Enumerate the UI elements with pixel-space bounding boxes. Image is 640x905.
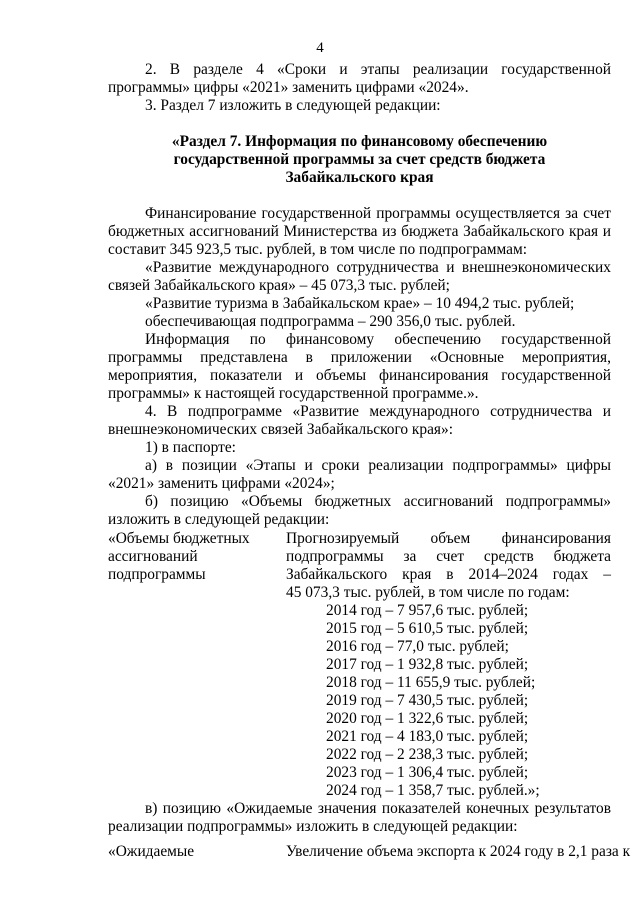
passport-left-line-1: «Объемы бюджетных [108, 530, 250, 547]
passport-right-line-3: Забайкальского края в 2014–2024 годах – [286, 566, 611, 583]
passport-right-line-4: 45 073,3 тыс. рублей, в том числе по годам: [286, 584, 570, 601]
body-line-13: внешнеэкономических связей Забайкальского края»: [108, 421, 453, 438]
body-line-1: Финансирование государственной программы осуществляется за счет [145, 205, 611, 222]
year-line-2020: 2020 год – 1 322,6 тыс. рублей; [326, 710, 529, 727]
section-heading-line-1: «Раздел 7. Информация по финансовому обеспечению [171, 133, 548, 150]
body-line-10: мероприятия, показатели и объемы финансирования государственной [108, 367, 611, 384]
year-line-2022: 2022 год – 2 238,3 тыс. рублей; [326, 746, 529, 763]
intro-line-3: 3. Раздел 7 изложить в следующей редакции: [145, 97, 441, 114]
year-line-2021: 2021 год – 4 183,0 тыс. рублей; [326, 728, 529, 745]
body-line-11: программы» к настоящей государственной программе.». [108, 385, 479, 402]
last-row-left: «Ожидаемые [108, 843, 195, 860]
section-heading-line-2: государственной программы за счет средств бюджета [173, 151, 546, 168]
year-line-2019: 2019 год – 7 430,5 тыс. рублей; [326, 692, 529, 709]
body-line-7: обеспечивающая подпрограмма – 290 356,0 тыс. рублей. [145, 313, 516, 330]
year-line-2014: 2014 год – 7 957,6 тыс. рублей; [326, 602, 529, 619]
year-line-2024: 2024 год – 1 358,7 тыс. рублей.»; [326, 782, 540, 799]
last-row-right: Увеличение объема экспорта к 2024 году в 2,1 раза к [286, 843, 631, 860]
body-line-5: связей Забайкальского края» – 45 073,3 тыс. рублей; [108, 277, 450, 294]
passport-right-line-1: Прогнозируемый объем финансирования [286, 530, 611, 547]
year-line-2015: 2015 год – 5 610,5 тыс. рублей; [326, 620, 529, 637]
year-line-2017: 2017 год – 1 932,8 тыс. рублей; [326, 656, 529, 673]
body-line-16: «2021» заменить цифрами «2024»; [108, 475, 335, 492]
after-line-1: в) позицию «Ожидаемые значения показателей конечных результатов [145, 800, 611, 817]
body-line-17: б) позицию «Объемы бюджетных ассигнований подпрограммы» [145, 493, 611, 510]
body-line-4: «Развитие международного сотрудничества и внешнеэкономических [145, 259, 611, 276]
body-line-14: 1) в паспорте: [145, 439, 236, 456]
body-line-6: «Развитие туризма в Забайкальском крае» – 10 494,2 тыс. рублей; [145, 295, 575, 312]
intro-line-1: 2. В разделе 4 «Сроки и этапы реализации государственной [145, 61, 611, 78]
body-line-8: Информация по финансовому обеспечению государственной [145, 331, 611, 348]
year-line-2018: 2018 год – 11 655,9 тыс. рублей; [326, 674, 536, 691]
page-number: 4 [316, 40, 324, 56]
year-line-2023: 2023 год – 1 306,4 тыс. рублей; [326, 764, 529, 781]
intro-line-2: программы» цифры «2021» заменить цифрами «2024». [108, 79, 469, 96]
passport-left-line-2: ассигнований [108, 548, 198, 565]
body-line-2: бюджетных ассигнований Министерства из бюджета Забайкальского края и [108, 223, 611, 240]
year-line-2016: 2016 год – 77,0 тыс. рублей; [326, 638, 509, 655]
passport-left-line-3: подпрограммы [108, 566, 206, 583]
section-heading-line-3: Забайкальского края [285, 169, 434, 186]
passport-right-line-2: подпрограммы за счет средств бюджета [286, 548, 611, 565]
body-line-3: составит 345 923,5 тыс. рублей, в том числе по подпрограммам: [108, 241, 528, 258]
body-line-12: 4. В подпрограмме «Развитие международного сотрудничества и [145, 403, 611, 420]
body-line-9: программы представлена в приложении «Основные мероприятия, [108, 349, 611, 366]
body-line-18: изложить в следующей редакции: [108, 511, 330, 528]
after-line-2: реализации подпрограммы» изложить в следующей редакции: [108, 818, 518, 835]
body-line-15: а) в позиции «Этапы и сроки реализации подпрограммы» цифры [145, 457, 611, 474]
